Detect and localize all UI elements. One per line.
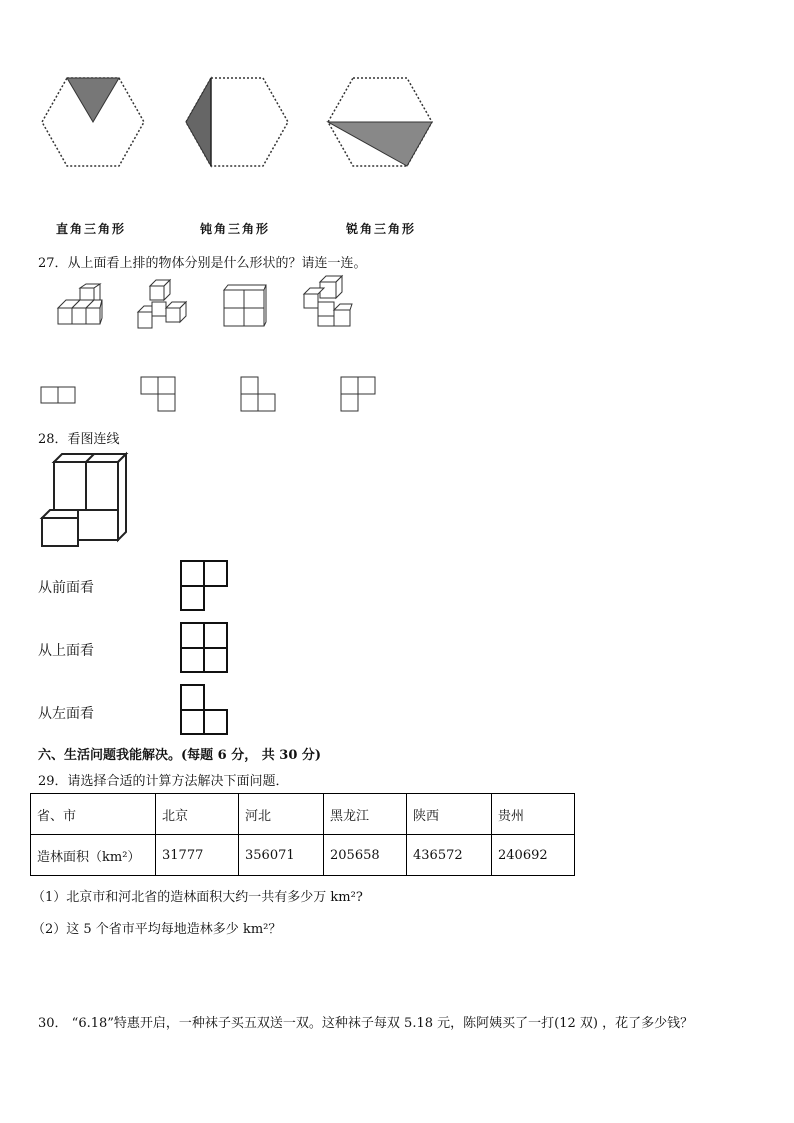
section-6-title: 六、生活问题我能解决。(每题 6 分， 共 30 分) — [38, 748, 322, 763]
cube-stack-4 — [300, 274, 354, 330]
table-header-row — [31, 794, 575, 835]
q29-sub1: （1）北京市和河北省的造林面积大约一共有多少万 km²? — [32, 890, 363, 905]
top-view-3 — [240, 376, 276, 412]
table-row — [31, 835, 575, 876]
q29-sub2: （2）这 5 个省市平均每地造林多少 km²？ — [32, 922, 282, 937]
table-cell: 356071 — [239, 835, 324, 876]
table-header-cell: 河北 — [239, 794, 324, 835]
hexagon-right-triangle — [40, 76, 146, 168]
cube-stack-3 — [222, 282, 268, 328]
top-view-4 — [340, 376, 376, 412]
cube-stack-2 — [136, 278, 188, 332]
top-view-2 — [140, 376, 176, 412]
q28-text: 28．看图连线 — [38, 432, 120, 447]
cube-stack-1 — [56, 284, 106, 330]
table-header-cell: 北京 — [156, 794, 239, 835]
view-shape-left — [180, 684, 230, 736]
hexagon-obtuse-triangle — [184, 76, 290, 168]
view-shape-top — [180, 622, 230, 674]
afforestation-table — [30, 793, 575, 876]
q28-solid-figure — [38, 452, 132, 550]
table-cell: 240692 — [492, 835, 575, 876]
q27-text: 27．从上面看上排的物体分别是什么形状的？请连一连。 — [38, 256, 367, 271]
table-header-cell: 省、市 — [31, 794, 156, 835]
label-acute-triangle: 锐角三角形 — [346, 222, 417, 236]
q30-text: 30． “6.18”特惠开启，一种袜子买五双送一双。这种袜子每双 5.18 元，陈阿姨买了一打(12 双) ，花了多少钱？ — [38, 1016, 694, 1031]
table-cell: 205658 — [324, 835, 407, 876]
label-obtuse-triangle: 钝角三角形 — [200, 222, 271, 236]
table-header-cell: 陕西 — [407, 794, 492, 835]
q29-text: 29．请选择合适的计算方法解决下面问题． — [38, 774, 289, 789]
hexagon-acute-triangle — [326, 76, 434, 168]
table-row-label: 造林面积（km²） — [31, 835, 156, 876]
view-label-left: 从左面看 — [38, 706, 94, 722]
table-header-cell: 黑龙江 — [324, 794, 407, 835]
view-label-top: 从上面看 — [38, 643, 94, 659]
table-cell: 31777 — [156, 835, 239, 876]
view-shape-front — [180, 560, 230, 612]
table-header-cell: 贵州 — [492, 794, 575, 835]
top-view-1 — [40, 386, 76, 404]
label-right-triangle: 直角三角形 — [56, 222, 127, 236]
view-label-front: 从前面看 — [38, 580, 94, 596]
table-cell: 436572 — [407, 835, 492, 876]
